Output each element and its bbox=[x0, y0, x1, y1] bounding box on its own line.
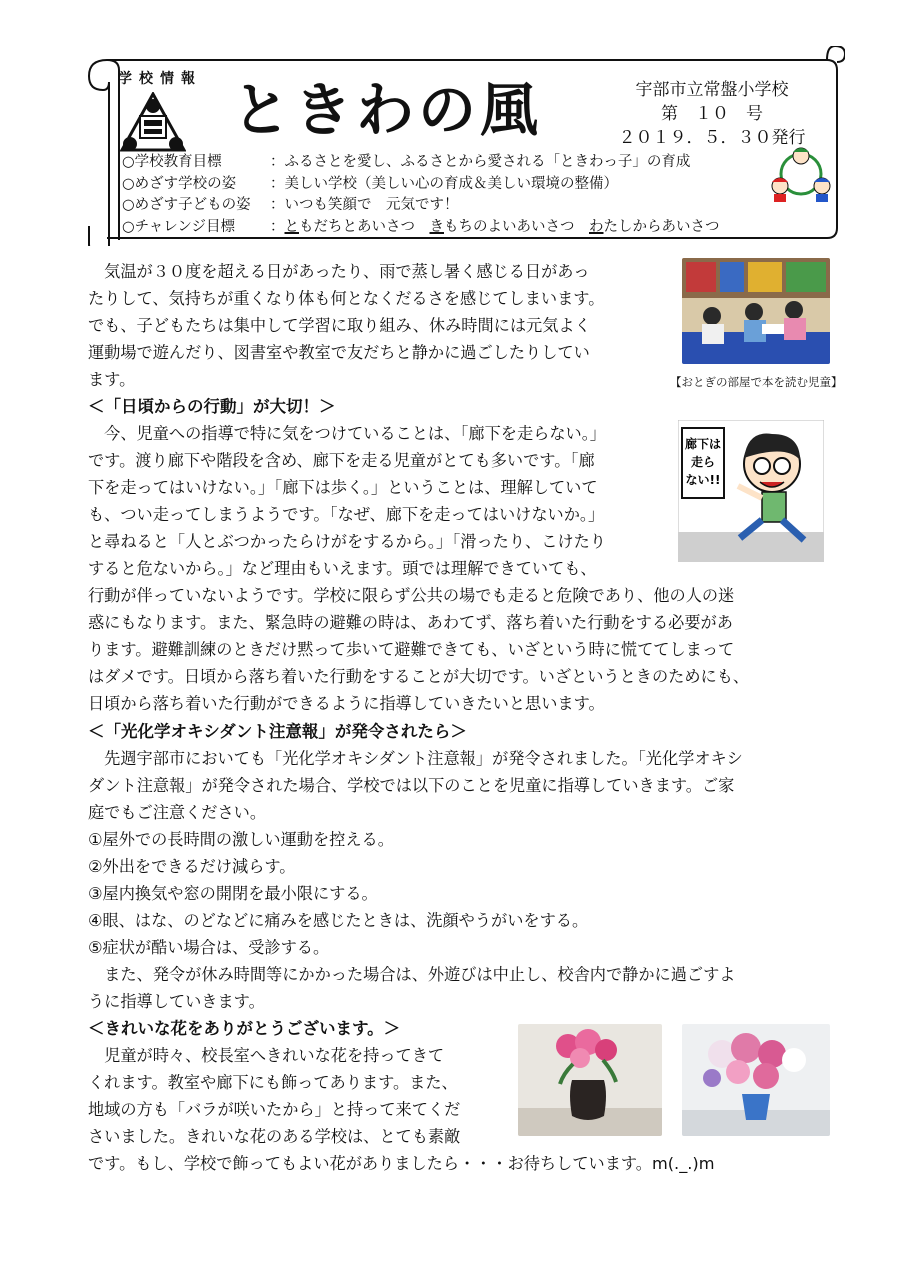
text-line: 運動場で遊んだり、図書室や教室で友だちと静かに過ごしたりしてい bbox=[88, 343, 590, 362]
text-line: ダント注意報」が発令された場合、学校では以下のことを児童に指導していきます。ご家 bbox=[88, 776, 735, 795]
school-emblem-icon bbox=[120, 92, 186, 154]
list-item: ⑤症状が酷い場合は、受診する。 bbox=[88, 938, 330, 957]
no-running-boy-illustration bbox=[678, 420, 824, 562]
issue-date: ２０１９．５．３０発行 bbox=[618, 128, 806, 148]
text-line: うに指導していきます。 bbox=[88, 992, 265, 1011]
text-line: さいました。きれいな花のある学校は、とても素敵 bbox=[88, 1127, 461, 1146]
text-line: 庭でもご注意ください。 bbox=[88, 803, 267, 822]
text-line: です。もし、学校で飾ってもよい花がありましたら・・・お待ちしています。m(._.)m bbox=[88, 1154, 715, 1173]
school-info bbox=[612, 78, 812, 150]
text-line: たりして、気持ちが重くなり体も何となくだるさを感じてしまいます。 bbox=[88, 289, 605, 308]
list-item: ①屋外での長時間の激しい運動を控える。 bbox=[88, 830, 394, 849]
library-reading-photo bbox=[682, 258, 830, 364]
section3-paragraph-narrow bbox=[88, 1042, 508, 1150]
text-line: 下を走ってはいけない。」「廊下は歩く。」ということは、理解していて bbox=[88, 478, 598, 497]
text-line: ります。避難訓練のときだけ黙って歩いて避難できても、いざという時に慌ててしまって bbox=[88, 640, 735, 659]
challenge-text: たしからあいさつ bbox=[603, 218, 720, 235]
school-goals bbox=[122, 152, 720, 238]
section-heading-flowers: ＜きれいな花をありがとうございます。＞ bbox=[88, 1019, 401, 1038]
sign-text-line: 廊下は bbox=[684, 437, 722, 451]
text-line: です。渡り廊下や階段を含め、廊下を走る児童がとても多いです。「廊 bbox=[88, 451, 595, 470]
challenge-text: もちのよいあいさつ bbox=[444, 218, 589, 235]
section2-paragraph bbox=[88, 745, 823, 1015]
text-line: くれます。教室や廊下にも飾ってあります。また、 bbox=[88, 1073, 458, 1092]
section1-paragraph-narrow bbox=[88, 420, 668, 582]
text-line: 惑にもなります。また、緊急時の避難の時は、あわてず、落ち着いた行動をする必要があ bbox=[88, 613, 733, 632]
challenge-underlined-ki: き bbox=[429, 218, 444, 235]
text-line: ます。 bbox=[88, 370, 136, 389]
section3-paragraph-full bbox=[88, 1150, 823, 1177]
text-line: 気温が３０度を超える日があったり、雨で蒸し暑く感じる日があっ bbox=[88, 262, 590, 281]
goal-row bbox=[122, 174, 720, 196]
goal-label: ○めざす学校の姿 bbox=[122, 175, 237, 192]
text-line: また、発令が休み時間等にかかった場合は、外遊びは中止し、校舎内で静かに過ごすよ bbox=[88, 965, 736, 984]
goal-label: ○めざす子どもの姿 bbox=[122, 197, 251, 213]
bouquet-vase-photo bbox=[682, 1024, 830, 1136]
text-line: と尋ねると「人とぶつかったらけがをするから。」「滑ったり、こけたり bbox=[88, 532, 606, 551]
text-line: 地域の方も「バラが咲いたから」と持って来てくだ bbox=[88, 1100, 461, 1119]
school-name: 宇部市立常盤小学校 bbox=[635, 80, 789, 100]
issue-number: 第 １０ 号 bbox=[661, 104, 763, 124]
sign-text-line: 走ら bbox=[690, 455, 716, 469]
challenge-underlined-wa: わ bbox=[589, 218, 604, 235]
sign-text-line: ない!! bbox=[685, 473, 721, 487]
newsletter-title: ときわの風 bbox=[232, 76, 543, 144]
challenge-underlined-to: と bbox=[284, 218, 299, 235]
challenge-label: ○チャレンジ目標 bbox=[122, 218, 235, 235]
section-heading-daily-behavior: ＜「日頃からの行動」が大切！＞ bbox=[88, 397, 336, 416]
text-line: はダメです。日頃から落ち着いた行動をすることが大切です。いざというときのためにも、 bbox=[88, 667, 750, 686]
section-heading-oxidant-alert: ＜「光化学オキシダント注意報」が発令されたら＞ bbox=[88, 722, 467, 741]
challenge-row bbox=[122, 217, 720, 239]
text-line: も、つい走ってしまうようです。「なぜ、廊下を走ってはいけないか。」 bbox=[88, 505, 605, 524]
intro-paragraph bbox=[88, 258, 668, 393]
list-item: ③屋内換気や窓の開閉を最小限にする。 bbox=[88, 884, 378, 903]
section1-paragraph-full bbox=[88, 582, 823, 717]
rose-vase-photo bbox=[518, 1024, 662, 1136]
goal-label: ○学校教育目標 bbox=[122, 154, 222, 170]
text-line: でも、子どもたちは集中して学習に取り組み、休み時間には元気よく bbox=[88, 316, 591, 335]
goal-value: ：ふるさとを愛し、ふるさとから愛される「ときわっ子」の育成 bbox=[270, 154, 691, 170]
goal-value: ：美しい学校（美しい心の育成＆美しい環境の整備） bbox=[270, 175, 618, 192]
photo-caption: 【おとぎの部屋で本を読む児童】 bbox=[670, 375, 843, 389]
text-line: 先週宇部市においても「光化学オキシダント注意報」が発令されました。「光化学オキシ bbox=[88, 749, 743, 768]
list-item: ④眼、はな、のどなどに痛みを感じたときは、洗顔やうがいをする。 bbox=[88, 911, 589, 930]
challenge-text: もだちとあいさつ bbox=[299, 218, 430, 235]
pre-title: 学校情報 bbox=[118, 71, 202, 87]
goal-row bbox=[122, 152, 720, 174]
text-line: すると危ないから。」など理由もいえます。頭では理解できていても、 bbox=[88, 559, 597, 578]
list-item: ②外出をできるだけ減らす。 bbox=[88, 857, 296, 876]
goal-row bbox=[122, 195, 720, 217]
text-line: 行動が伴っていないようです。学校に限らず公共の場でも走ると危険であり、他の人の迷 bbox=[88, 586, 735, 605]
text-line: 児童が時々、校長室へきれいな花を持ってきて bbox=[88, 1046, 445, 1065]
challenge-prefix: ： bbox=[270, 218, 285, 235]
kids-mascot-icon bbox=[768, 146, 834, 204]
text-line: 日頃から落ち着いた行動ができるように指導していきたいと思います。 bbox=[88, 694, 605, 713]
goal-value: ：いつも笑顔で 元気です！ bbox=[270, 197, 459, 213]
text-line: 今、児童への指導で特に気をつけていることは、「廊下を走らない。」 bbox=[88, 424, 606, 443]
